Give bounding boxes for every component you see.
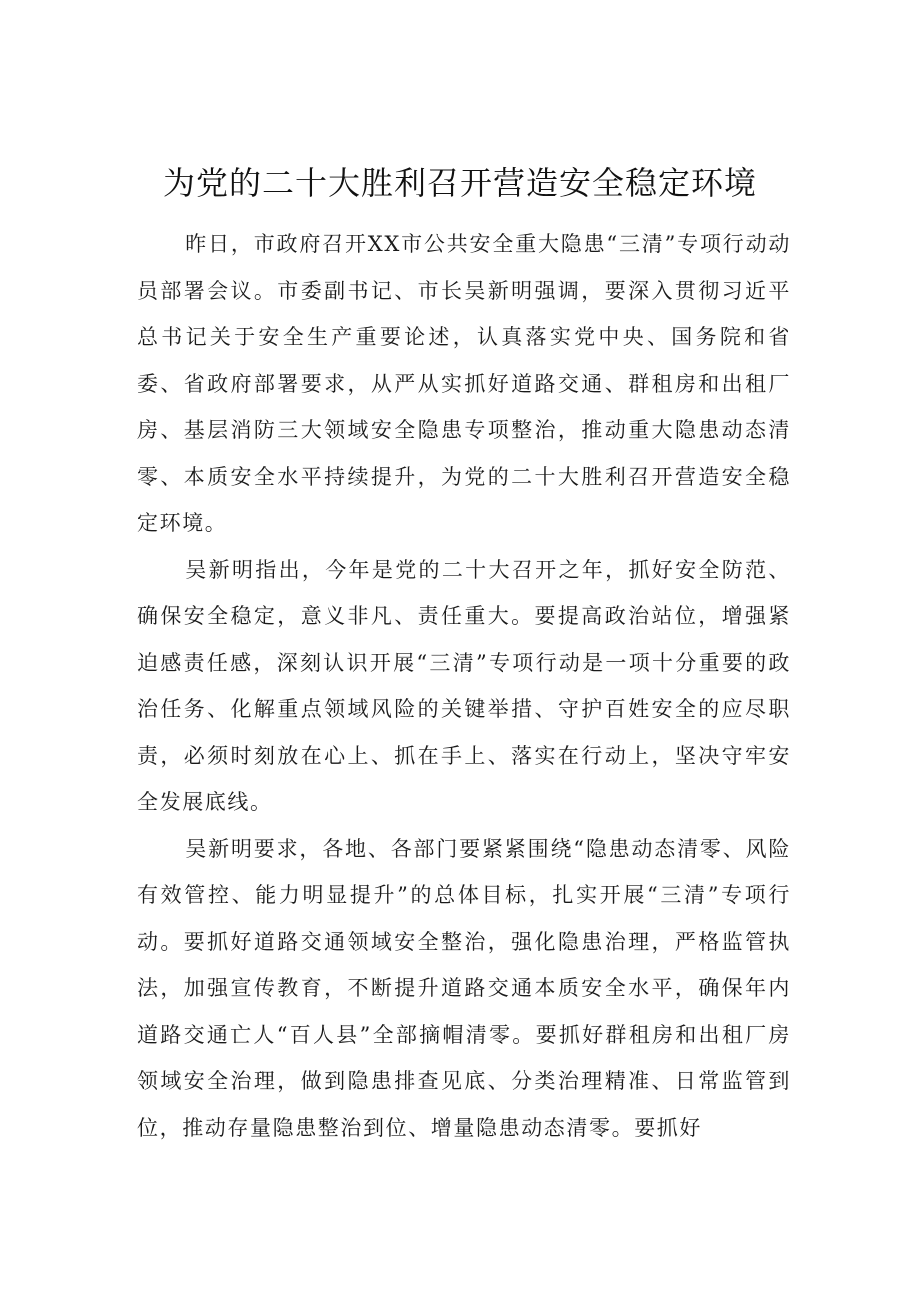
document-body (137, 221, 791, 1151)
paragraph: 吴新明要求，各地、各部门要紧紧围绕“隐患动态清零、风险有效管控、能力明显提升”的总体目标，扎实开展“三清”专项行动。要抓好道路交通领域安全整治，强化隐患治理，严格监管执法，加强宣传教育，不断提升道路交通本质安全水平，确保年内道路交通亡人“百人县”全部摘帽清零。要抓好群租房和出租厂房领域安全治理，做到隐患排查见底、分类治理精准、日常监管到位，推动存量隐患整治到位、增量隐患动态清零。要抓好 (137, 836, 791, 1140)
paragraph: 昨日，市政府召开XX市公共安全重大隐患“三清”专项行动动员部署会议。市委副书记、市长吴新明强调，要深入贯彻习近平总书记关于安全生产重要论述，认真落实党中央、国务院和省委、省政府部署要求，从严从实抓好道路交通、群租房和出租厂房、基层消防三大领域安全隐患专项整治，推动重大隐患动态清零、本质安全水平持续提升，为党的二十大胜利召开营造安全稳定环境。 (137, 232, 791, 535)
paragraph: 吴新明指出，今年是党的二十大召开之年，抓好安全防范、确保安全稳定，意义非凡、责任重大。要提高政治站位，增强紧迫感责任感，深刻认识开展“三清”专项行动是一项十分重要的政治任务、化解重点领域风险的关键举措、守护百姓安全的应尽职责，必须时刻放在心上、抓在手上、落实在行动上，坚决守牢安全发展底线。 (137, 557, 791, 814)
document-title: 为党的二十大胜利召开营造安全稳定环境 (162, 164, 757, 202)
